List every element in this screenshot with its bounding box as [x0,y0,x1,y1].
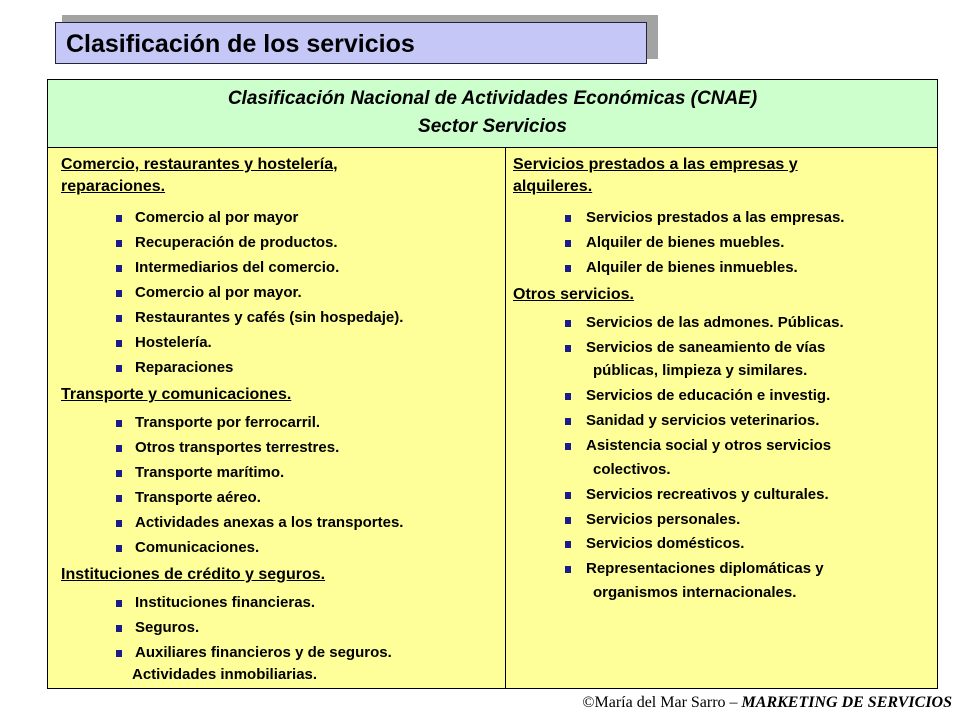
table-header [48,80,937,148]
list-item: Servicios de saneamiento de vías [586,339,826,356]
list-item: Instituciones financieras. [135,594,316,611]
square-bullet-icon [565,320,571,327]
list-item: Servicios de las admones. Públicas. [586,314,844,331]
list-item: Servicios de educación e investig. [586,387,831,404]
square-bullet-icon [116,340,122,347]
square-bullet-icon [116,520,122,527]
square-bullet-icon [116,290,122,297]
square-bullet-icon [116,240,122,247]
square-bullet-icon [565,345,571,352]
list-item: Comercio al por mayor. [135,284,302,301]
list-item: Alquiler de bienes muebles. [586,234,785,251]
square-bullet-icon [116,470,122,477]
list-item: Asistencia social y otros servicios [586,437,832,454]
list-item: Transporte marítimo. [135,464,285,481]
list-item: Comercio al por mayor [135,209,299,226]
section-title: reparaciones. [61,178,166,195]
square-bullet-icon [565,541,571,548]
list-item: Otros transportes terrestres. [135,439,340,456]
list-item: Recuperación de productos. [135,234,338,251]
footer-credit [582,694,952,712]
section-title: alquileres. [513,178,593,195]
list-item: Restaurantes y cafés (sin hospedaje). [135,309,404,326]
section-title: Transporte y comunicaciones. [61,386,292,403]
square-bullet-icon [116,495,122,502]
section-title: Servicios prestados a las empresas y [513,156,798,173]
copyright-icon: © [582,694,595,711]
section-title: Comercio, restaurantes y hostelería, [61,156,338,173]
square-bullet-icon [116,420,122,427]
footer-author: María del Mar Sarro – [594,694,742,711]
square-bullet-icon [565,265,571,272]
list-item: Reparaciones [135,359,234,376]
square-bullet-icon [116,365,122,372]
section-title: Otros servicios. [513,286,634,303]
square-bullet-icon [565,393,571,400]
list-item: Hostelería. [135,334,212,351]
square-bullet-icon [116,445,122,452]
title-box [55,22,647,64]
list-item: Comunicaciones. [135,539,260,556]
left-column [48,148,506,688]
square-bullet-icon [565,215,571,222]
list-item: Actividades anexas a los transportes. [135,514,404,531]
list-item: Auxiliares financieros y de seguros. [135,644,392,661]
list-item-continuation: colectivos. [593,461,671,478]
list-item: Servicios domésticos. [586,535,745,552]
list-item-continuation: públicas, limpieza y similares. [593,362,808,379]
square-bullet-icon [565,240,571,247]
list-item: Transporte aéreo. [135,489,261,506]
square-bullet-icon [116,650,122,657]
list-item: Intermediarios del comercio. [135,259,340,276]
list-item: Sanidad y servicios veterinarios. [586,412,820,429]
square-bullet-icon [116,600,122,607]
footer-brand: MARKETING DE SERVICIOS [741,694,952,711]
list-item: Transporte por ferrocarril. [135,414,321,431]
square-bullet-icon [116,215,122,222]
cnae-table [47,79,938,689]
header-subtitle: Sector Servicios [418,116,567,137]
square-bullet-icon [565,418,571,425]
list-item: Representaciones diplomáticas y [586,560,824,577]
list-item: Servicios personales. [586,511,741,528]
square-bullet-icon [116,315,122,322]
square-bullet-icon [565,517,571,524]
header-title: Clasificación Nacional de Actividades Económicas (CNAE) [227,88,758,109]
list-item-continuation: organismos internacionales. [593,584,797,601]
list-item: Alquiler de bienes inmuebles. [586,259,798,276]
list-item: Servicios prestados a las empresas. [586,209,845,226]
square-bullet-icon [565,443,571,450]
square-bullet-icon [116,265,122,272]
square-bullet-icon [565,492,571,499]
list-item: Actividades inmobiliarias. [132,666,318,683]
list-item: Seguros. [135,619,200,636]
list-item: Servicios recreativos y culturales. [586,486,829,503]
square-bullet-icon [116,625,122,632]
section-title: Instituciones de crédito y seguros. [61,566,326,583]
slide-title: Clasificación de los servicios [66,30,415,58]
square-bullet-icon [565,566,571,573]
square-bullet-icon [116,545,122,552]
right-column [506,148,937,688]
